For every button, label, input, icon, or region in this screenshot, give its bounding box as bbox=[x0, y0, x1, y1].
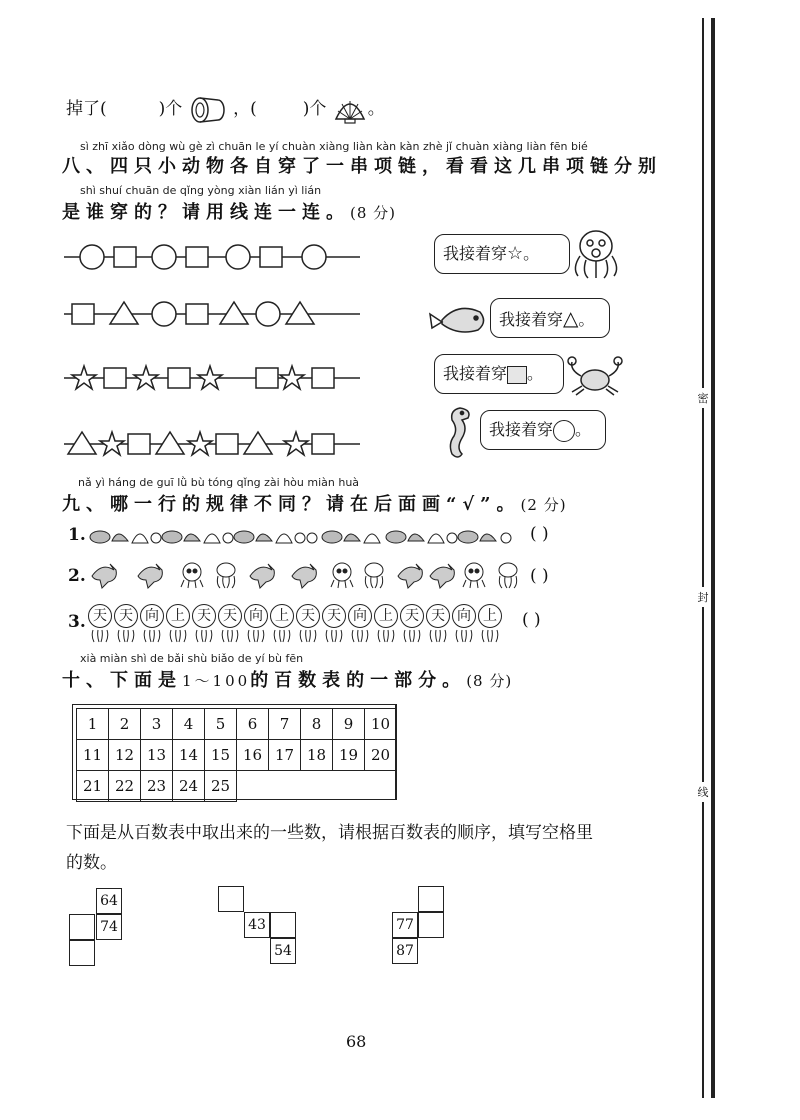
octopus-icon bbox=[568, 228, 624, 282]
table-cell: 23 bbox=[141, 771, 173, 802]
jellyfish-char: 天 bbox=[192, 604, 216, 644]
puzzle1-cell-74: 74 bbox=[96, 914, 122, 940]
jellyfish-char: 天 bbox=[426, 604, 450, 644]
section8-pinyin-2: shì shuí chuān de qǐng yòng xiàn lián yì lián bbox=[80, 184, 322, 197]
table-cell: 16 bbox=[237, 740, 269, 771]
side-mark-feng: 封 bbox=[696, 587, 710, 607]
table-cell: 14 bbox=[173, 740, 205, 771]
table-cell-empty bbox=[301, 771, 333, 802]
table-cell-empty bbox=[237, 771, 269, 802]
table-cell: 22 bbox=[109, 771, 141, 802]
puzzle2-blank-2[interactable] bbox=[270, 912, 296, 938]
jellyfish-char: 上 bbox=[166, 604, 190, 644]
table-cell-empty bbox=[365, 771, 397, 802]
table-cell: 20 bbox=[365, 740, 397, 771]
necklace-2 bbox=[64, 302, 360, 326]
table-cell: 17 bbox=[269, 740, 301, 771]
table-cell: 19 bbox=[333, 740, 365, 771]
row2-animals bbox=[88, 560, 528, 590]
seashell-icon bbox=[332, 95, 368, 125]
section9-pinyin: nǎ yì háng de guī lǜ bù tóng qǐng zài hòu miàn huà bbox=[78, 476, 360, 489]
jellyfish-char: 天 bbox=[114, 604, 138, 644]
section8-pinyin-1: sì zhī xiǎo dòng wù gè zì chuān le yí chuàn xiàng liàn kàn kàn zhè jǐ chuàn xiàng liàn fēn bié bbox=[80, 140, 588, 153]
side-mark-xian: 线 bbox=[696, 782, 710, 802]
binding-line-thin bbox=[702, 18, 704, 1098]
answer-paren-2[interactable]: ( ) bbox=[530, 566, 549, 586]
table-cell: 13 bbox=[141, 740, 173, 771]
top-line: 掉了( )个 ，( )个 。 bbox=[66, 94, 385, 125]
jellyfish-char: 天 bbox=[322, 604, 346, 644]
answer-paren-3[interactable]: ( ) bbox=[522, 610, 541, 630]
whale-icon bbox=[428, 302, 490, 336]
puzzle1-cell-64: 64 bbox=[96, 888, 122, 914]
table-cell: 10 bbox=[365, 709, 397, 740]
jellyfish-char: 向 bbox=[244, 604, 268, 644]
row1-shells bbox=[88, 525, 528, 547]
table-cell: 11 bbox=[77, 740, 109, 771]
necklace-4 bbox=[64, 432, 360, 455]
dolphin-icon bbox=[92, 564, 116, 588]
puzzle1-blank-2[interactable] bbox=[69, 940, 95, 966]
row-label-2: 2. bbox=[68, 566, 86, 586]
page-number: 68 bbox=[346, 1032, 367, 1051]
drum-icon bbox=[188, 95, 228, 125]
table-cell: 7 bbox=[269, 709, 301, 740]
bubble-crab: 我接着穿 。 bbox=[434, 354, 564, 394]
table-cell: 18 bbox=[301, 740, 333, 771]
puzzle2-blank-1[interactable] bbox=[218, 886, 244, 912]
table-row bbox=[77, 771, 397, 802]
puzzle1-blank-1[interactable] bbox=[69, 914, 95, 940]
crab-icon bbox=[564, 356, 626, 396]
jellyfish-char: 天 bbox=[296, 604, 320, 644]
table-cell: 1 bbox=[77, 709, 109, 740]
jellyfish-char: 上 bbox=[374, 604, 398, 644]
table-cell: 21 bbox=[77, 771, 109, 802]
section10-title: 十、下面是1～100的百数表的一部分。(8 分) bbox=[62, 670, 513, 691]
jellyfish-char: 天 bbox=[218, 604, 242, 644]
jellyfish-char: 天 bbox=[400, 604, 424, 644]
puzzle2-cell-54: 54 bbox=[270, 938, 296, 964]
jellyfish-char: 天 bbox=[88, 604, 112, 644]
instruction-line-1: 下面是从百数表中取出来的一些数，请根据百数表的顺序，填写空格里 bbox=[66, 823, 593, 843]
puzzle3-blank-1[interactable] bbox=[418, 886, 444, 912]
table-cell: 8 bbox=[301, 709, 333, 740]
binding-line-thick bbox=[711, 18, 715, 1098]
jellyfish-char: 向 bbox=[348, 604, 372, 644]
puzzle2-cell-43: 43 bbox=[244, 912, 270, 938]
puzzle3-cell-77: 77 bbox=[392, 912, 418, 938]
table-cell: 24 bbox=[173, 771, 205, 802]
table-cell-empty bbox=[269, 771, 301, 802]
row3-characters bbox=[88, 604, 508, 644]
section8-title-1: 八、四只小动物各自穿了一串项链，看看这几串项链分别 bbox=[62, 156, 662, 177]
table-cell: 4 bbox=[173, 709, 205, 740]
table-row bbox=[77, 709, 397, 740]
row-label-1: 1. bbox=[68, 525, 86, 545]
necklace-1 bbox=[64, 245, 360, 269]
puzzle3-blank-2[interactable] bbox=[418, 912, 444, 938]
bubble-seahorse: 我接着穿 。 bbox=[480, 410, 606, 450]
necklace-3 bbox=[64, 366, 360, 389]
puzzle3-cell-87: 87 bbox=[392, 938, 418, 964]
hundred-table bbox=[76, 708, 397, 802]
bubble-whale: 我接着穿△。 bbox=[490, 298, 610, 338]
necklace-rows bbox=[60, 232, 370, 472]
table-cell: 9 bbox=[333, 709, 365, 740]
bubble-octopus: 我接着穿☆。 bbox=[434, 234, 570, 274]
side-mark-mi: 密 bbox=[696, 388, 710, 408]
table-cell: 5 bbox=[205, 709, 237, 740]
row-label-3: 3. bbox=[68, 612, 86, 632]
seahorse-icon bbox=[438, 404, 478, 462]
table-cell: 15 bbox=[205, 740, 237, 771]
section8-title-2: 是谁穿的？请用线连一连。(8 分) bbox=[62, 202, 397, 223]
table-row bbox=[77, 740, 397, 771]
jellyfish-char: 向 bbox=[140, 604, 164, 644]
shell-pattern-1 bbox=[90, 531, 161, 543]
table-cell: 25 bbox=[205, 771, 237, 802]
table-cell: 2 bbox=[109, 709, 141, 740]
jellyfish-char: 向 bbox=[452, 604, 476, 644]
section9-title: 九、哪一行的规律不同？请在后面画“√”。(2 分) bbox=[62, 494, 567, 515]
table-cell: 3 bbox=[141, 709, 173, 740]
instruction-line-2: 的数。 bbox=[66, 853, 117, 873]
jellyfish-char: 上 bbox=[270, 604, 294, 644]
answer-paren-1[interactable]: ( ) bbox=[530, 524, 549, 544]
table-cell: 12 bbox=[109, 740, 141, 771]
table-cell: 6 bbox=[237, 709, 269, 740]
table-cell-empty bbox=[333, 771, 365, 802]
section10-pinyin: xià miàn shì de bǎi shù biǎo de yí bù fēn bbox=[80, 652, 304, 665]
jellyfish-char: 上 bbox=[478, 604, 502, 644]
